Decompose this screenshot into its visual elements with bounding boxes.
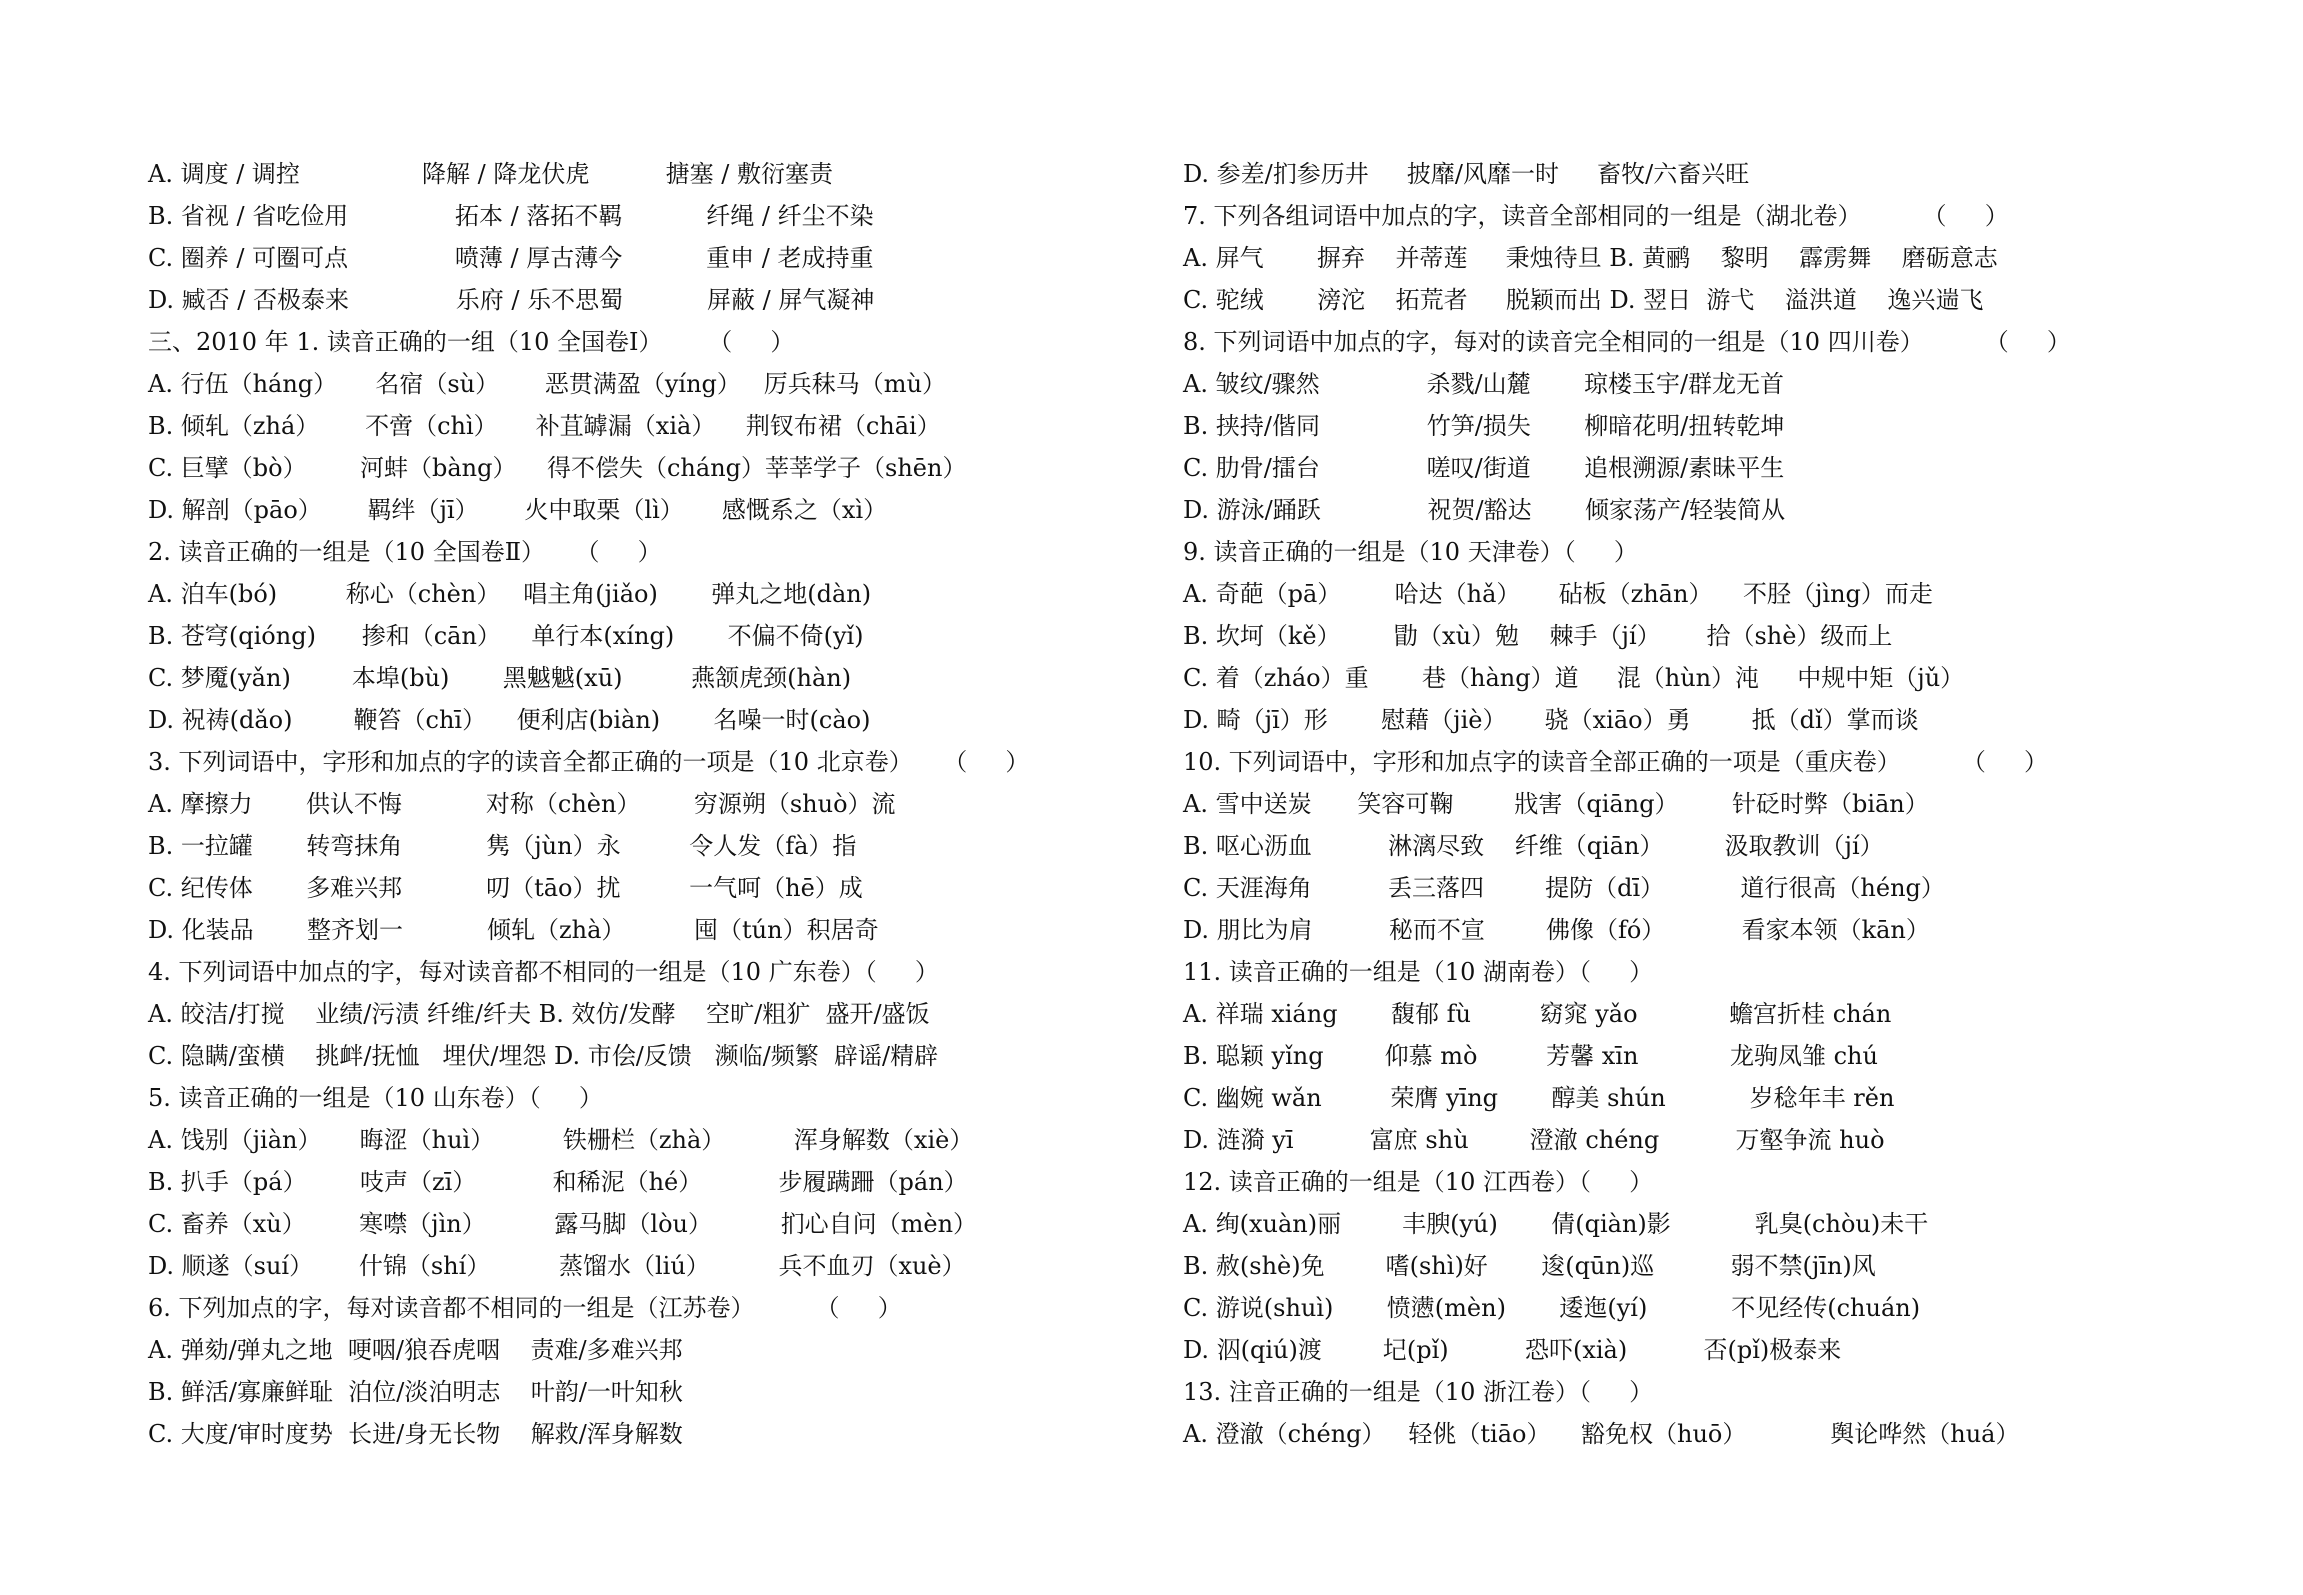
left-line-23: 5. 读音正确的一组是（10 山东卷）（ ）: [148, 1084, 603, 1112]
right-line-12: B. 坎坷（kě） 勖（xù）勉 棘手（jí） 拾（shè）级而上: [1183, 622, 1893, 650]
right-line-16: A. 雪中送炭 笑容可鞠 戕害（qiāng） 针砭时弊（biān）: [1183, 790, 1929, 818]
right-line-10: 9. 读音正确的一组是（10 天津卷）（ ）: [1183, 538, 1638, 566]
left-line-31: C. 大度/审时度势 长进/身无长物 解救/浑身解数: [148, 1420, 683, 1448]
left-line-8: C. 巨擘（bò） 河蚌（bàng） 得不偿失（cháng）莘莘学子（shēn）: [148, 454, 967, 482]
left-line-6: A. 行伍（háng） 名宿（sù） 恶贯满盈（yíng） 厉兵秣马（mù）: [148, 370, 947, 398]
right-line-23: C. 幽婉 wǎn 荣膺 yīng 醇美 shún 岁稔年丰 rěn: [1183, 1084, 1895, 1112]
right-line-2: 7. 下列各组词语中加点的字，读音全部相同的一组是（湖北卷） （ ）: [1183, 202, 2009, 230]
left-line-4: D. 臧否 / 否极泰来 乐府 / 乐不思蜀 屏蔽 / 屏气凝神: [148, 286, 875, 314]
left-column: [148, 153, 1148, 1455]
right-column: [1183, 153, 2263, 1455]
left-line-5: 三、2010 年 1. 读音正确的一组（10 全国卷Ⅰ） （ ）: [148, 328, 795, 356]
left-line-19: D. 化装品 整齐划一 倾轧（zhà） 囤（tún）积居奇: [148, 916, 879, 944]
left-line-17: B. 一拉罐 转弯抹角 隽（jùn）永 令人发（fà）指: [148, 832, 857, 860]
left-line-16: A. 摩擦力 供认不悔 对称（chèn） 穷源朔（shuò）流: [148, 790, 896, 818]
right-line-17: B. 呕心沥血 淋漓尽致 纤维（qiān） 汲取教训（jí）: [1183, 832, 1884, 860]
right-line-29: D. 泅(qiú)渡 圮(pǐ) 恐吓(xià) 否(pǐ)极泰来: [1183, 1336, 1842, 1364]
left-line-13: C. 梦魇(yǎn) 本埠(bù) 黑魆魆(xū) 燕颔虎颈(hàn): [148, 664, 852, 692]
right-line-25: 12. 读音正确的一组是（10 江西卷）（ ）: [1183, 1168, 1654, 1196]
right-line-4: C. 驼绒 滂沱 拓荒者 脱颖而出 D. 翌日 游弋 溢洪道 逸兴遄飞: [1183, 286, 1984, 314]
right-line-28: C. 游说(shuì) 愤懑(mèn) 逶迤(yí) 不见经传(chuán): [1183, 1294, 1921, 1322]
right-line-27: B. 赦(shè)免 嗜(shì)好 逡(qūn)巡 弱不禁(jīn)风: [1183, 1252, 1876, 1280]
left-line-1: A. 调度 / 调控 降解 / 降龙伏虎 搪塞 / 敷衍塞责: [148, 160, 833, 188]
left-line-20: 4. 下列词语中加点的字，每对读音都不相同的一组是（10 广东卷）（ ）: [148, 958, 939, 986]
left-line-28: 6. 下列加点的字，每对读音都不相同的一组是（江苏卷） （ ）: [148, 1294, 902, 1322]
right-line-24: D. 涟漪 yī 富庶 shù 澄澈 chéng 万壑争流 huò: [1183, 1126, 1885, 1154]
right-line-9: D. 游泳/踊跃 祝贺/豁达 倾家荡产/轻装简从: [1183, 496, 1786, 524]
left-line-25: B. 扒手（pá） 吱声（zī） 和稀泥（hé） 步履蹒跚（pán）: [148, 1168, 968, 1196]
left-line-9: D. 解剖（pāo） 羁绊（jī） 火中取栗（lì） 感慨系之（xì）: [148, 496, 888, 524]
right-line-3: A. 屏气 摒弃 并蒂莲 秉烛待旦 B. 黄鹂 黎明 霹雳舞 磨砺意志: [1183, 244, 1998, 272]
right-line-14: D. 畸（jī）形 慰藉（jiè） 骁（xiāo）勇 抵（dǐ）掌而谈: [1183, 706, 1919, 734]
left-line-29: A. 弹劾/弹丸之地 哽咽/狼吞虎咽 责难/多难兴邦: [148, 1336, 683, 1364]
right-line-26: A. 绚(xuàn)丽 丰腴(yú) 倩(qiàn)影 乳臭(chòu)未干: [1183, 1210, 1929, 1238]
right-line-15: 10. 下列词语中，字形和加点字的读音全部正确的一项是（重庆卷） （ ）: [1183, 748, 2048, 776]
left-line-12: B. 苍穹(qióng) 掺和（cān） 单行本(xíng) 不偏不倚(yǐ): [148, 622, 864, 650]
right-line-11: A. 奇葩（pā） 哈达（hǎ） 砧板（zhān） 不胫（jìng）而走: [1183, 580, 1933, 608]
right-line-19: D. 朋比为肩 秘而不宣 佛像（fó） 看家本领（kān）: [1183, 916, 1930, 944]
left-line-10: 2. 读音正确的一组是（10 全国卷Ⅱ） （ ）: [148, 538, 662, 566]
right-line-8: C. 肋骨/擂台 嗟叹/街道 追根溯源/素昧平生: [1183, 454, 1785, 482]
left-line-24: A. 饯别（jiàn） 晦涩（huì） 铁栅栏（zhà） 浑身解数（xiè）: [148, 1126, 974, 1154]
left-line-15: 3. 下列词语中，字形和加点的字的读音全都正确的一项是（10 北京卷） （ ）: [148, 748, 1030, 776]
right-line-22: B. 聪颖 yǐng 仰慕 mò 芳馨 xīn 龙驹凤雏 chú: [1183, 1042, 1878, 1070]
right-line-5: 8. 下列词语中加点的字，每对的读音完全相同的一组是（10 四川卷） （ ）: [1183, 328, 2071, 356]
left-line-2: B. 省视 / 省吃俭用 拓本 / 落拓不羁 纤绳 / 纤尘不染: [148, 202, 874, 230]
left-line-26: C. 畜养（xù） 寒噤（jìn） 露马脚（lòu） 扪心自问（mèn）: [148, 1210, 978, 1238]
right-line-31: A. 澄澈（chéng） 轻佻（tiāo） 豁免权（huō） 舆论哗然（huá）: [1183, 1420, 2020, 1448]
right-line-20: 11. 读音正确的一组是（10 湖南卷）（ ）: [1183, 958, 1654, 986]
right-line-18: C. 天涯海角 丢三落四 提防（dī） 道行很高（héng）: [1183, 874, 1945, 902]
left-line-11: A. 泊车(bó) 称心（chèn） 唱主角(jiǎo) 弹丸之地(dàn): [148, 580, 872, 608]
left-line-18: C. 纪传体 多难兴邦 叨（tāo）扰 一气呵（hē）成: [148, 874, 863, 902]
left-line-14: D. 祝祷(dǎo) 鞭笞（chī） 便利店(biàn) 名噪一时(cào): [148, 706, 871, 734]
right-line-1: D. 参差/扪参历井 披靡/风靡一时 畜牧/六畜兴旺: [1183, 160, 1750, 188]
left-line-30: B. 鲜活/寡廉鲜耻 泊位/淡泊明志 叶韵/一叶知秋: [148, 1378, 683, 1406]
right-line-13: C. 着（zháo）重 巷（hàng）道 混（hùn）沌 中规中矩（jǔ）: [1183, 664, 1965, 692]
left-line-22: C. 隐瞒/蛮横 挑衅/抚恤 埋伏/埋怨 D. 市侩/反馈 濒临/频繁 辟谣/精辟: [148, 1042, 939, 1070]
left-line-3: C. 圈养 / 可圈可点 喷薄 / 厚古薄今 重申 / 老成持重: [148, 244, 874, 272]
right-line-30: 13. 注音正确的一组是（10 浙江卷）（ ）: [1183, 1378, 1654, 1406]
left-line-21: A. 皎洁/打搅 业绩/污渍 纤维/纤夫 B. 效仿/发酵 空旷/粗犷 盛开/盛饭: [148, 1000, 930, 1028]
right-line-7: B. 挟持/偕同 竹笋/损失 柳暗花明/扭转乾坤: [1183, 412, 1785, 440]
right-line-21: A. 祥瑞 xiáng 馥郁 fù 窈窕 yǎo 蟾宫折桂 chán: [1183, 1000, 1892, 1028]
left-line-7: B. 倾轧（zhá） 不啻（chì） 补苴罅漏（xià） 荆钗布裙（chāi）: [148, 412, 941, 440]
left-line-27: D. 顺遂（suí） 什锦（shí） 蒸馏水（liú） 兵不血刃（xuè）: [148, 1252, 966, 1280]
right-line-6: A. 皱纹/骤然 杀戮/山麓 琼楼玉宇/群龙无首: [1183, 370, 1785, 398]
